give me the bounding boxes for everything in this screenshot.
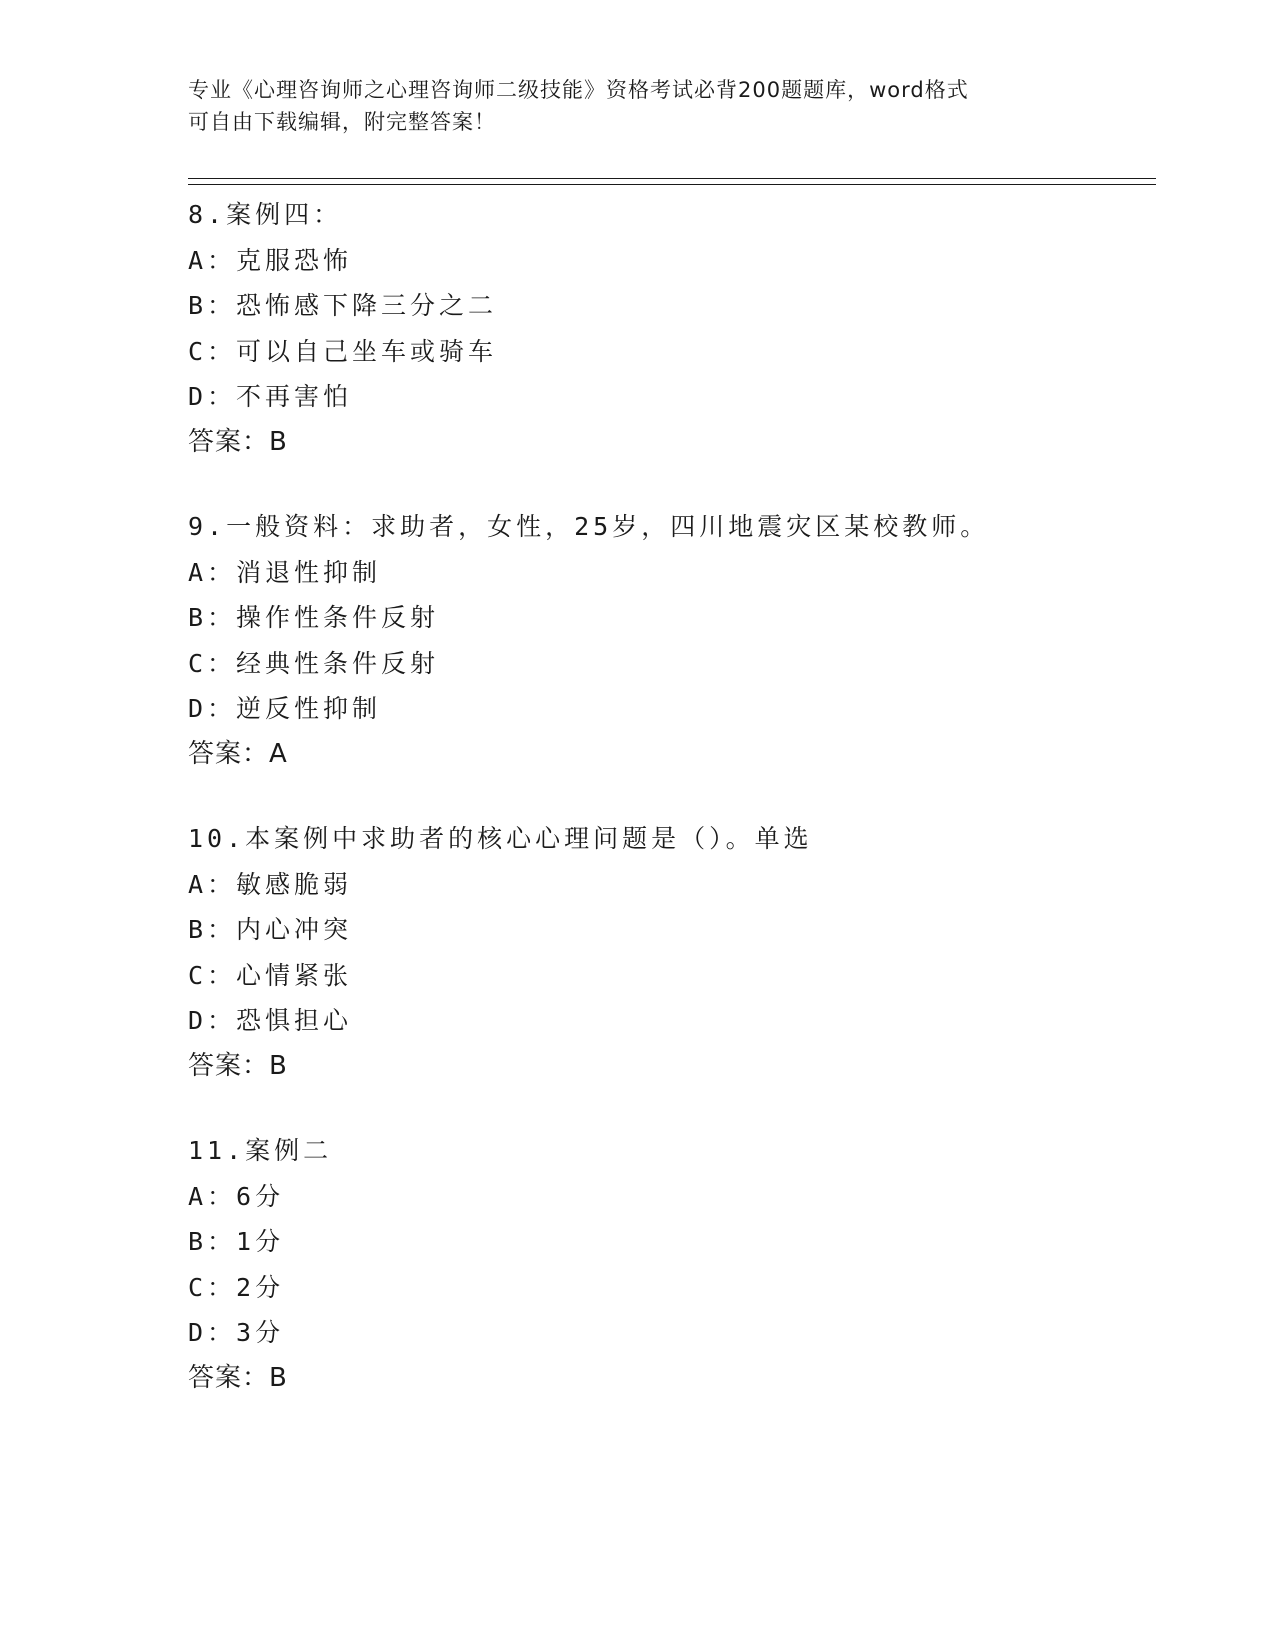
option-d: D：逆反性抑制 bbox=[188, 694, 382, 723]
question-11 bbox=[188, 1128, 1148, 1401]
document-header bbox=[188, 74, 1068, 138]
question-10 bbox=[188, 816, 1148, 1089]
option-c: C：2分 bbox=[188, 1272, 285, 1302]
option-d: D：恐惧担心 bbox=[188, 1006, 353, 1035]
header-divider bbox=[188, 178, 1156, 185]
option-b: B：内心冲突 bbox=[188, 915, 353, 944]
option-c: C：心情紧张 bbox=[188, 960, 353, 990]
question-stem: 8.案例四： bbox=[188, 200, 343, 229]
question-8 bbox=[188, 192, 1148, 465]
answer-line: 答案：A bbox=[188, 738, 288, 769]
option-c: C：可以自己坐车或骑车 bbox=[188, 336, 498, 366]
header-line-1: 专业《心理咨询师之心理咨询师二级技能》资格考试必背200题题库，word格式 bbox=[188, 78, 969, 102]
question-stem: 9.一般资料：求助者，女性，25岁，四川地震灾区某校教师。 bbox=[188, 512, 990, 541]
option-a: A：克服恐怖 bbox=[188, 245, 353, 275]
question-stem: 11.案例二 bbox=[188, 1136, 333, 1165]
answer-line: 答案：B bbox=[188, 426, 288, 457]
option-b: B：操作性条件反射 bbox=[188, 603, 440, 632]
option-a: A：敏感脆弱 bbox=[188, 869, 353, 899]
header-line-2: 可自由下载编辑，附完整答案！ bbox=[188, 110, 496, 134]
option-c: C：经典性条件反射 bbox=[188, 648, 440, 678]
option-d: D：不再害怕 bbox=[188, 382, 353, 411]
answer-line: 答案：B bbox=[188, 1050, 288, 1081]
option-b: B：1分 bbox=[188, 1227, 285, 1256]
option-a: A：消退性抑制 bbox=[188, 557, 382, 587]
question-list bbox=[188, 192, 1148, 1440]
question-stem: 10.本案例中求助者的核心心理问题是（）。单选 bbox=[188, 824, 813, 853]
question-9 bbox=[188, 504, 1148, 777]
answer-line: 答案：B bbox=[188, 1362, 288, 1393]
option-a: A：6分 bbox=[188, 1181, 285, 1211]
option-b: B：恐怖感下降三分之二 bbox=[188, 291, 498, 320]
option-d: D：3分 bbox=[188, 1318, 285, 1347]
